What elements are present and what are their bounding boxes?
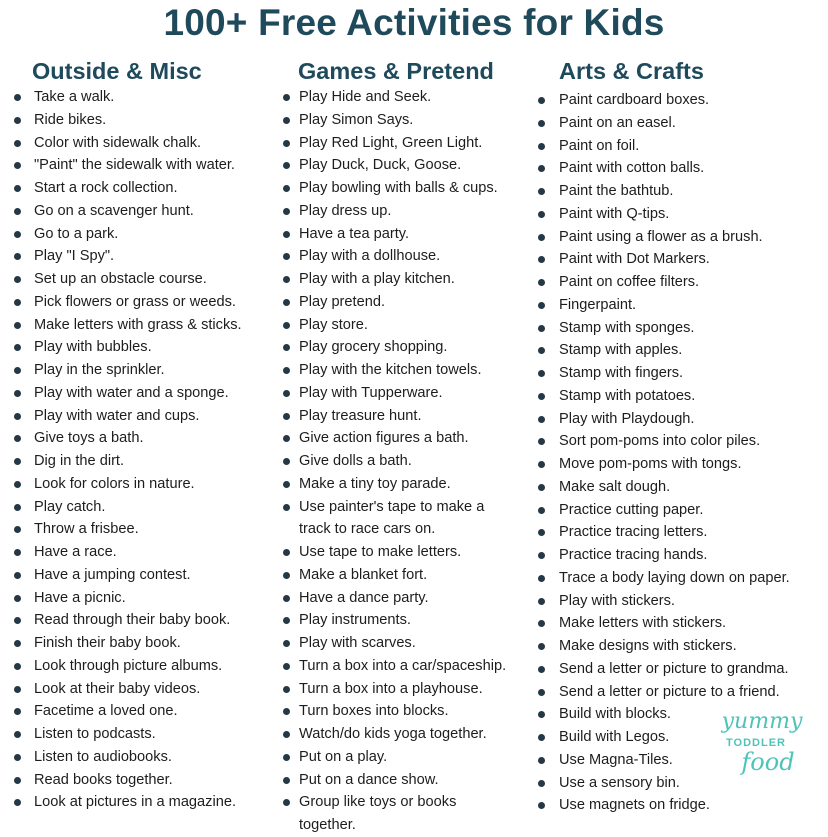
- list-item: [10, 109, 280, 132]
- list-item-text: Play with water and a sponge.: [34, 384, 229, 401]
- list-item-text: Make letters with stickers.: [559, 615, 727, 632]
- bullet-icon: [283, 435, 290, 442]
- bullet-icon: [538, 325, 545, 332]
- list-item-text: Take a walk.: [34, 89, 115, 105]
- bullet-icon: [14, 390, 21, 397]
- bullet-icon: [14, 231, 21, 238]
- bullet-icon: [538, 666, 545, 673]
- list-item-text: Read through their baby book.: [34, 612, 231, 629]
- yummy-toddler-food-logo: [706, 706, 818, 778]
- list-item: [10, 541, 280, 564]
- bullet-icon: [538, 234, 545, 241]
- list-item-text: Turn boxes into blocks.: [299, 703, 449, 720]
- bullet-icon: [538, 120, 545, 127]
- list-item-text: Paint the bathtub.: [559, 183, 674, 199]
- bullet-icon: [14, 94, 21, 101]
- list-item: [537, 203, 828, 226]
- bullet-icon: [283, 94, 290, 101]
- list-item: [537, 476, 828, 499]
- bullet-icon: [283, 595, 290, 602]
- list-item: [280, 427, 535, 450]
- list-item: [280, 473, 535, 496]
- list-item-text: Go on a scavenger hunt.: [34, 202, 194, 219]
- bullet-icon: [14, 276, 21, 283]
- bullet-icon: [14, 640, 21, 647]
- bullet-icon: [283, 140, 290, 147]
- list-item: [537, 635, 828, 658]
- list-item-text: Make designs with stickers.: [559, 638, 737, 654]
- bullet-icon: [283, 253, 290, 260]
- list-item-text: Play with water and cups.: [34, 407, 200, 424]
- list-item-text: Stamp with potatoes.: [559, 387, 696, 404]
- bullet-icon: [14, 140, 21, 147]
- list-item: [10, 564, 280, 587]
- bullet-icon: [283, 322, 290, 329]
- list-item: [537, 408, 828, 431]
- list-item: [537, 294, 828, 317]
- list-item-text: Listen to podcasts.: [34, 726, 156, 742]
- bullet-icon: [538, 620, 545, 627]
- list-item: [10, 154, 280, 177]
- list-item: [280, 200, 535, 223]
- list-item: [537, 317, 828, 340]
- list-item-text: Play Duck, Duck, Goose.: [299, 157, 462, 174]
- bullet-icon: [538, 279, 545, 286]
- bullet-icon: [283, 504, 290, 511]
- list-item-text: Paint with cotton balls.: [559, 160, 705, 177]
- list-item-text: Put on a dance show.: [299, 771, 439, 788]
- bullet-icon: [14, 162, 21, 169]
- list-item-text: Group like toys or books together.: [299, 794, 457, 833]
- list-item: [537, 612, 828, 635]
- list-item-text: Paint with Dot Markers.: [559, 251, 710, 268]
- list-item: [537, 339, 828, 362]
- bullet-icon: [14, 299, 21, 306]
- bullet-icon: [538, 438, 545, 445]
- list-item: [10, 473, 280, 496]
- list-item-text: Practice tracing letters.: [559, 524, 708, 541]
- bullet-icon: [538, 370, 545, 377]
- list-item-text: Color with sidewalk chalk.: [34, 134, 202, 151]
- list-item-text: Fingerpaint.: [559, 296, 637, 313]
- list-item-text: Play Red Light, Green Light.: [299, 134, 483, 151]
- bullet-icon: [283, 390, 290, 397]
- list-item: [280, 769, 535, 792]
- activity-list: [280, 86, 535, 833]
- list-item-text: Practice cutting paper.: [559, 501, 704, 518]
- list-item-text: Move pom-poms with tongs.: [559, 456, 742, 472]
- bullet-icon: [14, 663, 21, 670]
- bullet-icon: [14, 549, 21, 556]
- list-item: [537, 658, 828, 681]
- bullet-icon: [283, 117, 290, 124]
- list-item-text: Give toys a bath.: [34, 430, 144, 447]
- list-item-text: Finish their baby book.: [34, 635, 181, 651]
- list-item: [537, 499, 828, 522]
- list-item: [280, 382, 535, 405]
- list-item-text: Have a dance party.: [299, 589, 429, 606]
- bullet-icon: [14, 481, 21, 488]
- list-item: [537, 112, 828, 135]
- list-item: [537, 681, 828, 704]
- list-item-text: Play pretend.: [299, 293, 385, 310]
- bullet-icon: [283, 572, 290, 579]
- list-item: [537, 135, 828, 158]
- list-item: [280, 245, 535, 268]
- list-item-text: Stamp with sponges.: [559, 319, 695, 336]
- bullet-icon: [538, 461, 545, 468]
- bullet-icon: [14, 777, 21, 784]
- list-item: [537, 385, 828, 408]
- bullet-icon: [538, 529, 545, 536]
- list-item-text: Use painter's tape to make a track to race cars on.: [299, 498, 485, 538]
- bullet-icon: [538, 188, 545, 195]
- list-item: [280, 632, 535, 655]
- list-item: [537, 567, 828, 590]
- bullet-icon: [538, 416, 545, 423]
- list-item-text: Send a letter or picture to grandma.: [559, 660, 789, 677]
- list-item: [280, 450, 535, 473]
- list-item-text: Paint using a flower as a brush.: [559, 228, 763, 245]
- list-item-text: Send a letter or picture to a friend.: [559, 683, 780, 700]
- bullet-icon: [283, 777, 290, 784]
- bullet-icon: [538, 256, 545, 263]
- column-games-pretend: [280, 56, 535, 833]
- bullet-icon: [538, 97, 545, 104]
- list-item: [537, 226, 828, 249]
- bullet-icon: [283, 640, 290, 647]
- list-item-text: Watch/do kids yoga together.: [299, 726, 487, 742]
- list-item: [280, 564, 535, 587]
- list-item-text: "Paint" the sidewalk with water.: [34, 157, 235, 174]
- list-item: [280, 314, 535, 337]
- list-item-text: Play bowling with balls & cups.: [299, 180, 498, 196]
- list-item-text: Start a rock collection.: [34, 180, 178, 196]
- list-item: [280, 655, 535, 678]
- list-item-text: Turn a box into a playhouse.: [299, 680, 483, 697]
- list-item: [537, 453, 828, 476]
- list-item-text: Play store.: [299, 316, 368, 333]
- list-item: [10, 746, 280, 769]
- list-item: [537, 430, 828, 453]
- list-item: [537, 180, 828, 203]
- list-item: [10, 336, 280, 359]
- bullet-icon: [14, 253, 21, 260]
- list-item: [280, 223, 535, 246]
- list-item-text: Paint cardboard boxes.: [559, 92, 710, 108]
- bullet-icon: [14, 504, 21, 511]
- bullet-icon: [538, 575, 545, 582]
- bullet-icon: [538, 598, 545, 605]
- list-item: [10, 291, 280, 314]
- list-item: [10, 769, 280, 792]
- list-item: [280, 723, 535, 746]
- list-item: [280, 587, 535, 610]
- bullet-icon: [283, 276, 290, 283]
- bullet-icon: [538, 484, 545, 491]
- list-item-text: Stamp with fingers.: [559, 365, 684, 381]
- bullet-icon: [14, 526, 21, 533]
- bullet-icon: [538, 165, 545, 172]
- column-heading: Games & Pretend: [298, 58, 494, 84]
- list-item: [10, 314, 280, 337]
- list-item: [10, 359, 280, 382]
- list-item-text: Give action figures a bath.: [299, 430, 469, 447]
- list-item: [280, 496, 535, 542]
- list-item-text: Dig in the dirt.: [34, 453, 125, 469]
- activity-list: [10, 86, 280, 814]
- bullet-icon: [14, 731, 21, 738]
- bullet-icon: [283, 731, 290, 738]
- list-item: [10, 518, 280, 541]
- list-item-text: Look at pictures in a magazine.: [34, 794, 236, 811]
- list-item: [10, 177, 280, 200]
- list-item: [10, 86, 280, 109]
- list-item: [537, 794, 828, 817]
- logo-word-toddler: TODDLER: [726, 737, 786, 749]
- list-item-text: Use a sensory bin.: [559, 774, 680, 791]
- list-item: [10, 245, 280, 268]
- bullet-icon: [14, 686, 21, 693]
- list-item-text: Stamp with apples.: [559, 342, 683, 359]
- list-item-text: Paint on coffee filters.: [559, 274, 700, 290]
- list-item-text: Give dolls a bath.: [299, 453, 412, 469]
- list-item: [10, 200, 280, 223]
- list-item: [280, 86, 535, 109]
- list-item-text: Set up an obstacle course.: [34, 271, 207, 287]
- list-item-text: Use Magna-Tiles.: [559, 751, 673, 768]
- list-item-text: Use magnets on fridge.: [559, 797, 710, 814]
- list-item: [280, 791, 535, 833]
- list-item: [537, 248, 828, 271]
- list-item: [10, 655, 280, 678]
- list-item-text: Play Simon Says.: [299, 111, 414, 128]
- list-item-text: Make salt dough.: [559, 478, 671, 495]
- list-item-text: Turn a box into a car/spaceship.: [299, 657, 507, 674]
- bullet-icon: [538, 711, 545, 718]
- bullet-icon: [14, 185, 21, 192]
- list-item-text: Look at their baby videos.: [34, 680, 201, 697]
- list-item-text: Make a blanket fort.: [299, 566, 428, 583]
- bullet-icon: [283, 754, 290, 761]
- bullet-icon: [283, 367, 290, 374]
- list-item-text: Play grocery shopping.: [299, 339, 448, 356]
- list-item-text: Use tape to make letters.: [299, 544, 462, 560]
- list-item: [280, 109, 535, 132]
- bullet-icon: [538, 757, 545, 764]
- list-item-text: Facetime a loved one.: [34, 703, 178, 720]
- list-item: [10, 132, 280, 155]
- list-item: [537, 362, 828, 385]
- bullet-icon: [538, 393, 545, 400]
- list-item-text: Have a picnic.: [34, 589, 126, 606]
- column-arts-crafts: [537, 56, 828, 817]
- column-heading: Outside & Misc: [32, 58, 202, 84]
- list-item: [10, 632, 280, 655]
- bullet-icon: [538, 211, 545, 218]
- list-item-text: Look through picture albums.: [34, 657, 223, 674]
- list-item-text: Throw a frisbee.: [34, 521, 139, 538]
- list-item-text: Paint on foil.: [559, 137, 640, 154]
- list-item: [280, 405, 535, 428]
- bullet-icon: [283, 413, 290, 420]
- list-item: [10, 700, 280, 723]
- list-item-text: Play dress up.: [299, 202, 392, 219]
- bullet-icon: [538, 507, 545, 514]
- list-item-text: Look for colors in nature.: [34, 475, 195, 492]
- list-item: [10, 268, 280, 291]
- list-item: [537, 271, 828, 294]
- list-item-text: Have a race.: [34, 544, 117, 560]
- list-item-text: Put on a play.: [299, 748, 388, 765]
- bullet-icon: [14, 617, 21, 624]
- list-item-text: Play instruments.: [299, 612, 411, 629]
- list-item: [10, 609, 280, 632]
- bullet-icon: [283, 617, 290, 624]
- list-item-text: Make a tiny toy parade.: [299, 475, 451, 492]
- list-item-text: Play with Tupperware.: [299, 384, 443, 401]
- list-item: [10, 405, 280, 428]
- bullet-icon: [538, 802, 545, 809]
- list-item: [537, 89, 828, 112]
- list-item-text: Read books together.: [34, 771, 173, 788]
- list-item-text: Ride bikes.: [34, 111, 107, 128]
- list-item-text: Play with the kitchen towels.: [299, 362, 482, 378]
- bullet-icon: [14, 572, 21, 579]
- bullet-icon: [14, 458, 21, 465]
- list-item: [280, 678, 535, 701]
- bullet-icon: [14, 413, 21, 420]
- list-item-text: Play catch.: [34, 498, 106, 515]
- list-item: [280, 268, 535, 291]
- bullet-icon: [14, 208, 21, 215]
- list-item: [10, 496, 280, 519]
- list-item-text: Paint with Q-tips.: [559, 205, 670, 222]
- bullet-icon: [14, 708, 21, 715]
- bullet-icon: [283, 162, 290, 169]
- bullet-icon: [283, 708, 290, 715]
- list-item: [10, 723, 280, 746]
- list-item: [280, 291, 535, 314]
- list-item: [280, 154, 535, 177]
- logo-word-food: food: [741, 748, 795, 776]
- list-item-text: Play "I Spy".: [34, 248, 115, 265]
- page-title: 100+ Free Activities for Kids: [163, 2, 665, 43]
- list-item-text: Sort pom-poms into color piles.: [559, 433, 761, 450]
- list-item-text: Play in the sprinkler.: [34, 362, 165, 378]
- bullet-icon: [14, 595, 21, 602]
- list-item: [537, 521, 828, 544]
- bullet-icon: [538, 643, 545, 650]
- bullet-icon: [283, 208, 290, 215]
- column-outside-misc: [10, 56, 280, 814]
- list-item: [280, 746, 535, 769]
- column-heading: Arts & Crafts: [559, 58, 704, 84]
- list-item-text: Play with bubbles.: [34, 339, 152, 356]
- list-item: [280, 700, 535, 723]
- bullet-icon: [14, 435, 21, 442]
- bullet-icon: [283, 185, 290, 192]
- bullet-icon: [283, 231, 290, 238]
- list-item-text: Play with scarves.: [299, 635, 416, 651]
- list-item: [10, 587, 280, 610]
- list-item-text: Build with Legos.: [559, 729, 670, 745]
- list-item-text: Play with stickers.: [559, 592, 675, 609]
- list-item: [280, 132, 535, 155]
- list-item: [10, 382, 280, 405]
- logo-word-yummy: yummy: [721, 709, 803, 734]
- list-item: [10, 678, 280, 701]
- list-item: [10, 791, 280, 814]
- bullet-icon: [538, 302, 545, 309]
- list-item-text: Play Hide and Seek.: [299, 89, 432, 105]
- bullet-icon: [538, 552, 545, 559]
- list-item-text: Play with a play kitchen.: [299, 271, 455, 287]
- bullet-icon: [283, 799, 290, 806]
- list-item: [280, 359, 535, 382]
- list-item: [280, 336, 535, 359]
- bullet-icon: [538, 780, 545, 787]
- bullet-icon: [283, 299, 290, 306]
- bullet-icon: [283, 686, 290, 693]
- bullet-icon: [538, 347, 545, 354]
- list-item-text: Build with blocks.: [559, 706, 671, 723]
- list-item: [280, 177, 535, 200]
- list-item: [280, 541, 535, 564]
- bullet-icon: [14, 117, 21, 124]
- list-item: [537, 157, 828, 180]
- list-item-text: Pick flowers or grass or weeds.: [34, 293, 236, 310]
- list-item: [537, 544, 828, 567]
- list-item-text: Listen to audiobooks.: [34, 748, 172, 765]
- bullet-icon: [538, 143, 545, 150]
- bullet-icon: [283, 344, 290, 351]
- bullet-icon: [14, 754, 21, 761]
- list-item: [10, 427, 280, 450]
- list-item-text: Have a jumping contest.: [34, 566, 191, 583]
- list-item-text: Practice tracing hands.: [559, 547, 708, 563]
- bullet-icon: [283, 663, 290, 670]
- list-item-text: Make letters with grass & sticks.: [34, 316, 242, 333]
- list-item-text: Go to a park.: [34, 225, 119, 242]
- bullet-icon: [14, 367, 21, 374]
- list-item-text: Play with a dollhouse.: [299, 248, 441, 265]
- list-item-text: Have a tea party.: [299, 225, 410, 242]
- list-item-text: Trace a body laying down on paper.: [559, 569, 790, 586]
- bullet-icon: [283, 458, 290, 465]
- bullet-icon: [538, 734, 545, 741]
- list-item: [280, 609, 535, 632]
- bullet-icon: [283, 481, 290, 488]
- list-item-text: Paint on an easel.: [559, 114, 676, 131]
- bullet-icon: [538, 689, 545, 696]
- list-item: [10, 223, 280, 246]
- list-item: [537, 590, 828, 613]
- list-item-text: Play with Playdough.: [559, 410, 695, 427]
- bullet-icon: [283, 549, 290, 556]
- bullet-icon: [14, 799, 21, 806]
- bullet-icon: [14, 322, 21, 329]
- list-item-text: Play treasure hunt.: [299, 407, 422, 424]
- list-item: [10, 450, 280, 473]
- bullet-icon: [14, 344, 21, 351]
